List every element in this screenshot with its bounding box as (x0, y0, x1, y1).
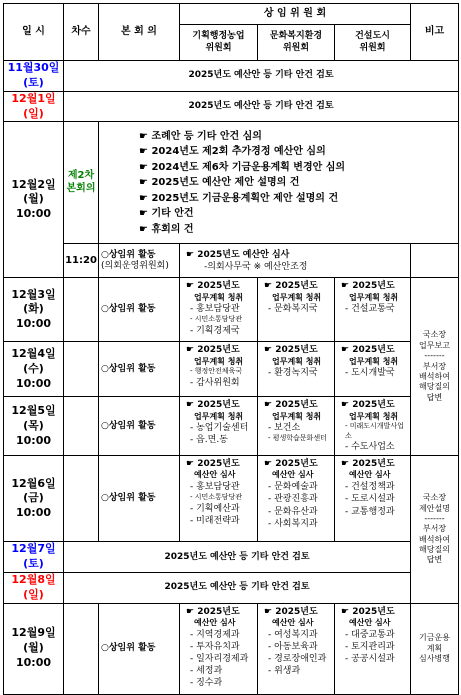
order-empty (64, 603, 99, 694)
committee-cell (258, 456, 335, 542)
cell-title: ☛ 2025년도 (341, 345, 395, 356)
dept-item: - 공공시설과 (345, 653, 395, 664)
committee-cell (335, 397, 411, 456)
dept-item: - 문화예술과 (268, 482, 318, 493)
cell-subtitle: 예산안 심사 (349, 470, 391, 480)
date-cell: 11월30일 (토) (4, 61, 64, 92)
date-cell: 12월4일 (수) 10:00 (4, 342, 64, 397)
committee-cell (180, 397, 258, 456)
agenda-item: ☛ 2024년도 제2회 추가경정 예산안 심의 (139, 146, 326, 158)
cell-subtitle: 예산안 심사 (349, 617, 391, 627)
committee-cell (180, 603, 258, 694)
dept-item: - 아동보육과 (268, 641, 318, 652)
agenda-item: ☛ 2024년도 제6차 기금운용계획 변경안 심의 (139, 161, 346, 173)
cell-subtitle: 업무계획 청취 (194, 411, 244, 421)
date-cell: 12월2일 (월) 10:00 (4, 122, 64, 278)
dept-item: - 관광진흥과 (268, 494, 318, 505)
cell-subtitle: 업무계획 청취 (272, 292, 322, 302)
cell-title: ☛ 2025년도 (341, 400, 395, 411)
committee-cell (180, 278, 258, 342)
dept-item: - 환경녹지국 (268, 368, 318, 379)
order-empty (64, 342, 99, 397)
dept-item: - 홍보담당관 (190, 304, 240, 315)
dept-item: - 징수과 (190, 678, 223, 689)
cell-title: ☛ 2025년도 (186, 281, 240, 292)
dept-item: - 감사위원회 (190, 377, 240, 388)
activity-label: ○상임위 활동 (99, 456, 180, 542)
dept-item: - 시민소통담당관 (190, 315, 243, 324)
dept-item: - 건설교통국 (345, 304, 395, 315)
committee-cell (335, 342, 411, 397)
header-date: 일 시 (4, 4, 64, 61)
activity-label: ○상임위 활동 (99, 278, 180, 342)
dept-item: - 보건소 (268, 423, 301, 434)
dept-item: - 토지관리과 (345, 641, 395, 652)
committee-cell (335, 278, 411, 342)
remarks-empty (411, 244, 459, 278)
remarks-note: 국소장 업무보고 ------- 부서장 배석하여 해당질의 답변 (411, 278, 459, 456)
dept-item: - 세정과 (190, 666, 223, 677)
dept-item: - 시민소통담당관 (190, 493, 243, 502)
dept-item: - 농업기술센터 (190, 423, 249, 434)
cell-subtitle: 업무계획 청취 (349, 411, 399, 421)
dept-item: - 사회복지과 (268, 518, 318, 529)
cell-subtitle: 예산안 심사 (272, 617, 314, 627)
dept-item: - 도로시설과 (345, 494, 395, 505)
dept-item: - 여성복지과 (268, 629, 318, 640)
cell-subtitle: 업무계획 청취 (349, 292, 399, 302)
date-cell: 12월9일 (월) 10:00 (4, 603, 64, 694)
agenda-item: ☛ 조례안 등 기타 안건 심의 (139, 130, 262, 142)
cell-subtitle: 예산안 심사 (272, 470, 314, 480)
header-committee-2: 문화복지환경 위원회 (258, 25, 335, 61)
agenda-item: ☛ 2025년도 기금운용계획안 제안 설명의 건 (139, 192, 339, 204)
cell-subtitle: 예산안 심사 (194, 470, 236, 480)
date-cell: 12월7일 (토) (4, 542, 64, 573)
cell-subtitle: 예산안 심사 (194, 617, 236, 627)
dept-item: - 교통행정과 (345, 506, 395, 517)
order-empty (64, 397, 99, 456)
remarks-note: 기금운용 계획 심사병행 (411, 603, 459, 694)
activity-cell (99, 244, 180, 278)
dept-item: - 수도사업소 (345, 442, 395, 453)
header-remarks: 비고 (411, 4, 459, 61)
cell-title: ☛ 2025년도 (186, 400, 240, 411)
header-order: 차수 (64, 4, 99, 61)
dept-item: - 행정안전체육국 (190, 367, 243, 376)
date-cell: 12월3일 (화) 10:00 (4, 278, 64, 342)
dept-item: - 지역경제과 (190, 629, 240, 640)
plenary-agenda (99, 122, 459, 244)
dept-item: - 미래도시개발사업소 (345, 422, 404, 440)
session-label: 제2차 본회의 (64, 122, 99, 244)
agenda-item: ☛ 2025년도 예산안 제안 설명의 건 (139, 177, 300, 189)
committee-cell (258, 278, 335, 342)
review-cell (180, 244, 411, 278)
dept-item: - 건설정책과 (345, 482, 395, 493)
cell-title: ☛ 2025년도 (264, 345, 318, 356)
cell-title: ☛ 2025년도 (341, 606, 395, 617)
dept-item: - 일자리경제과 (190, 653, 249, 664)
activity-label: ○상임위 활동 (99, 397, 180, 456)
schedule-table (3, 3, 459, 695)
date-cell: 12월6일 (금) 10:00 (4, 456, 64, 542)
activity-label: ○상임위 활동 (99, 342, 180, 397)
dept-item: - 홍보담당관 (190, 482, 240, 493)
cell-title: ☛ 2025년도 (341, 281, 395, 292)
dept-item: - 미래전략과 (190, 515, 240, 526)
committee-cell (258, 342, 335, 397)
session-time: 11:20 (64, 244, 99, 278)
cell-title: ☛ 2025년도 (186, 345, 240, 356)
committee-cell (258, 397, 335, 456)
order-empty (64, 456, 99, 542)
activity-label: ○상임위 활동 (101, 249, 156, 260)
dept-item: - 대중교통과 (345, 629, 395, 640)
dept-item: - 평생학습문화센터 (268, 434, 327, 443)
committee-cell (180, 342, 258, 397)
review-sub: -의회사무국 ※ 예산안조정 (204, 261, 308, 272)
cell-title: ☛ 2025년도 (264, 281, 318, 292)
dept-item: - 문화복지국 (268, 304, 318, 315)
order-empty (64, 278, 99, 342)
header-committee-3: 건설도시 위원회 (335, 25, 411, 61)
cell-subtitle: 업무계획 청취 (194, 292, 244, 302)
agenda-item: ☛ 기타 안건 (139, 208, 194, 220)
dept-item: - 기획예산과 (190, 503, 240, 514)
dept-item: - 기획경제국 (190, 325, 240, 336)
cell-title: ☛ 2025년도 (186, 459, 240, 470)
committee-cell (180, 456, 258, 542)
dept-item: - 투자유치과 (190, 641, 240, 652)
activity-sub: (의회운영위원회) (101, 260, 169, 271)
cell-subtitle: 업무계획 청취 (194, 356, 244, 366)
remarks-note: 국소장 제안설명 ------- 부서장 배석하여 해당질의 답변 (411, 456, 459, 603)
dept-item: - 문화유산과 (268, 506, 318, 517)
committee-cell (335, 456, 411, 542)
date-cell: 12월8일 (일) (4, 573, 64, 604)
schedule-note: 2025년도 예산안 등 기타 안건 검토 (64, 91, 459, 122)
committee-cell (258, 603, 335, 694)
header-committees: 상 임 위 원 회 (180, 4, 411, 25)
committee-cell (335, 603, 411, 694)
cell-title: ☛ 2025년도 (264, 606, 318, 617)
cell-title: ☛ 2025년도 (264, 400, 318, 411)
dept-item: - 읍.면.동 (190, 435, 228, 446)
dept-item: - 도시개발국 (345, 368, 395, 379)
date-cell: 12월5일 (목) 10:00 (4, 397, 64, 456)
cell-subtitle: 업무계획 청취 (349, 356, 399, 366)
cell-subtitle: 업무계획 청취 (272, 356, 322, 366)
agenda-item: ☛ 휴회의 건 (139, 223, 194, 235)
activity-label: ○상임위 활동 (99, 603, 180, 694)
cell-title: ☛ 2025년도 (186, 606, 240, 617)
date-cell: 12월1일 (일) (4, 91, 64, 122)
cell-title: ☛ 2025년도 (264, 459, 318, 470)
cell-subtitle: 업무계획 청취 (272, 411, 322, 421)
schedule-note: 2025년도 예산안 등 기타 안건 검토 (64, 573, 411, 604)
dept-item: - 위생과 (268, 666, 301, 677)
header-committee-1: 기획행정농업 위원회 (180, 25, 258, 61)
schedule-note: 2025년도 예산안 등 기타 안건 검토 (64, 61, 459, 92)
cell-title: ☛ 2025년도 (341, 459, 395, 470)
header-plenary: 본 회 의 (99, 4, 180, 61)
review-title: ☛ 2025년도 예산안 심사 (186, 249, 290, 260)
dept-item: - 경로장애인과 (268, 653, 327, 664)
schedule-note: 2025년도 예산안 등 기타 안건 검토 (64, 542, 411, 573)
